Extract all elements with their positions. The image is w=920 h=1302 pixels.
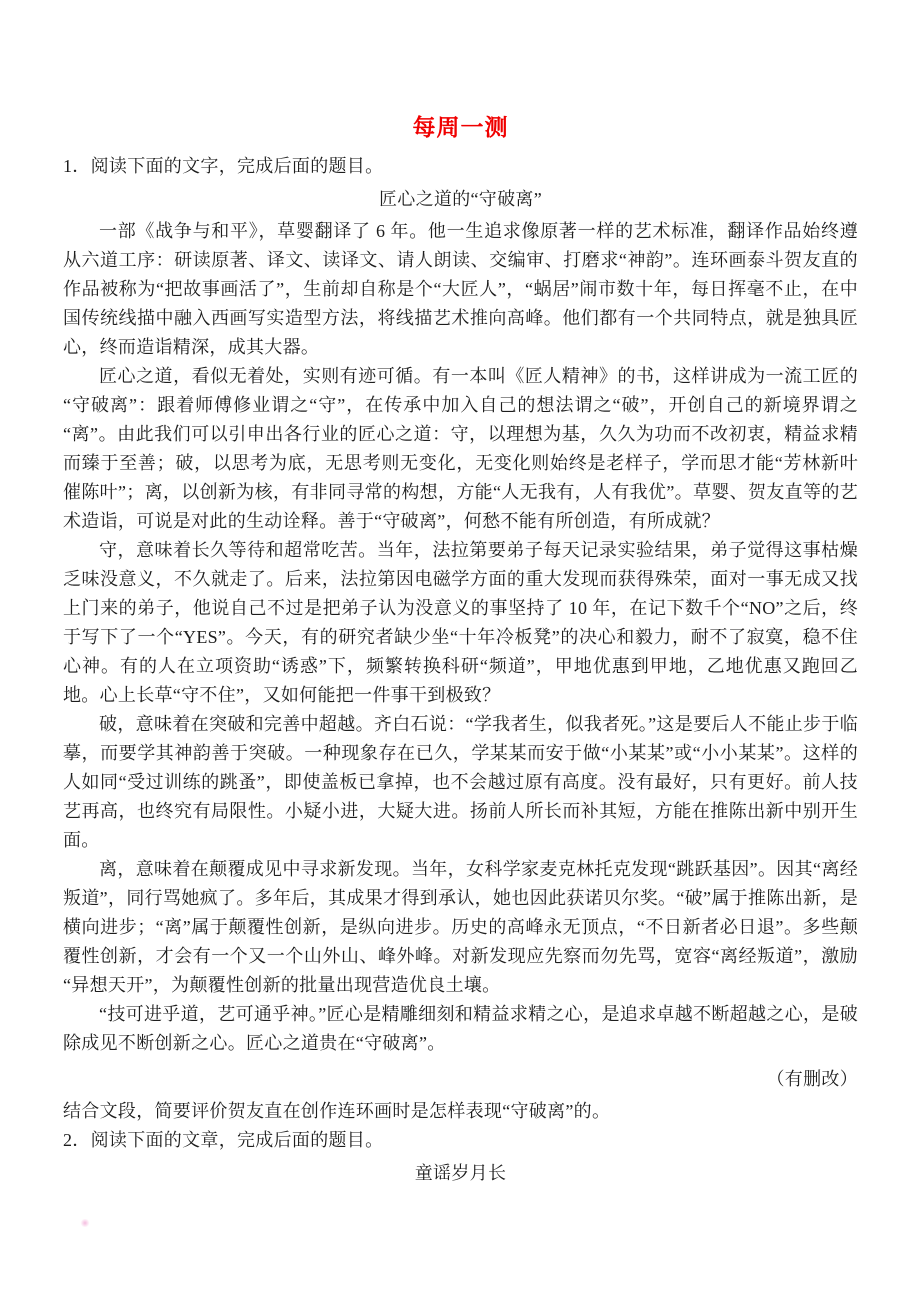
question1-task: 结合文段，简要评价贺友直在创作连环画时是怎样表现“守破离”的。 — [63, 1101, 611, 1121]
article-paragraph: 离，意味着在颠覆成见中寻求新发现。当年，女科学家麦克林托克发现“跳跃基因”。因其“离经叛道”，同行骂她疯了。多年后，其成果才得到承认，她也因此获诺贝尔奖。“破”属于推陈出新，是横向进步；“离”属于颠覆性创新，是纵向进步。历史的高峰永无顶点，“不日新者必日退”。多些颠覆性创新，才会有一个又一个山外山、峰外峰。对新发现应先察而勿先骂，宽容“离经叛道”，激励“异想天开”，为颠覆性创新的批量出现营造优良土壤。 — [63, 859, 858, 995]
scan-artifact — [80, 1219, 90, 1227]
article-paragraph: 破，意味着在突破和完善中超越。齐白石说：“学我者生，似我者死。”这是要后人不能止步于临摹，而要学其神韵善于突破。一种现象存在已久，学某某而安于做“小某某”或“小小某某”。这样的人如同“受过训练的跳蚤”，即使盖板已拿掉，也不会越过原有高度。没有最好，只有更好。前人技艺再高，也终究有局限性。小疑小进，大疑大进。扬前人所长而补其短，方能在推陈出新中别开生面。 — [63, 714, 858, 850]
article-paragraph: 匠心之道，看似无着处，实则有迹可循。有一本叫《匠人精神》的书，这样讲成为一流工匠的“守破离”：跟着师傅修业谓之“守”，在传承中加入自己的想法谓之“破”，开创自己的新境界谓之“离”。由此我们可以引申出各行业的匠心之道：守，以理想为基，久久为功而不改初衷，精益求精而臻于至善；破，以思考为底，无思考则无变化，无变化则始终是老样子，学而思才能“芳林新叶催陈叶”；离，以创新为核，有非同寻常的构想，方能“人无我有，人有我优”。草婴、贺友直等的艺术造诣，可说是对此的生动诠释。善于“守破离”，何愁不能有所创造，有所成就？ — [63, 366, 858, 531]
article2-title: 童谣岁月长 — [414, 1163, 507, 1183]
article-paragraph: 守，意味着长久等待和超常吃苦。当年，法拉第要弟子每天记录实验结果，弟子觉得这事枯燥乏味没意义，不久就走了。后来，法拉第因电磁学方面的重大发现而获得殊荣，面对一事无成又找上门来的弟子，他说自己不过是把弟子认为没意义的事坚持了 10 年，在记下数千个“NO”之后，终于写下了一个“YES”。今天，有的研究者缺少坐“十年冷板凳”的决心和毅力，耐不了寂寞，稳不住心神。有的人在立项资助“诱惑”下，频繁转换科研“频道”，甲地优惠到甲地，乙地优惠又跑回乙地。心上长草“守不住”，又如何能把一件事干到极致？ — [63, 540, 858, 705]
article-paragraph: “技可进乎道，艺可通乎神。”匠心是精雕细刻和精益求精之心，是追求卓越不断超越之心，是破除成见不断创新之心。匠心之道贵在“守破离”。 — [63, 1004, 858, 1053]
page-title: 每周一测 — [412, 115, 509, 140]
question1-prompt: 1．阅读下面的文字，完成后面的题目。 — [63, 156, 384, 176]
article1-attribution: （有删改） — [766, 1069, 858, 1089]
question2-prompt: 2．阅读下面的文章，完成后面的题目。 — [63, 1130, 384, 1150]
article-paragraph: 一部《战争与和平》，草婴翻译了 6 年。他一生追求像原著一样的艺术标准，翻译作品始终遵从六道工序：研读原著、译文、读译文、请人朗读、交编审、打磨求“神韵”。连环画泰斗贺友直的作品被称为“把故事画活了”，生前却自称是个“大匠人”，“蜗居”闹市数十年，每日挥毫不止，在中国传统线描中融入西画写实造型方法，将线描艺术推向高峰。他们都有一个共同特点，就是独具匠心，终而造诣精深，成其大器。 — [63, 221, 858, 357]
article1-title: 匠心之道的“守破离” — [379, 189, 542, 209]
